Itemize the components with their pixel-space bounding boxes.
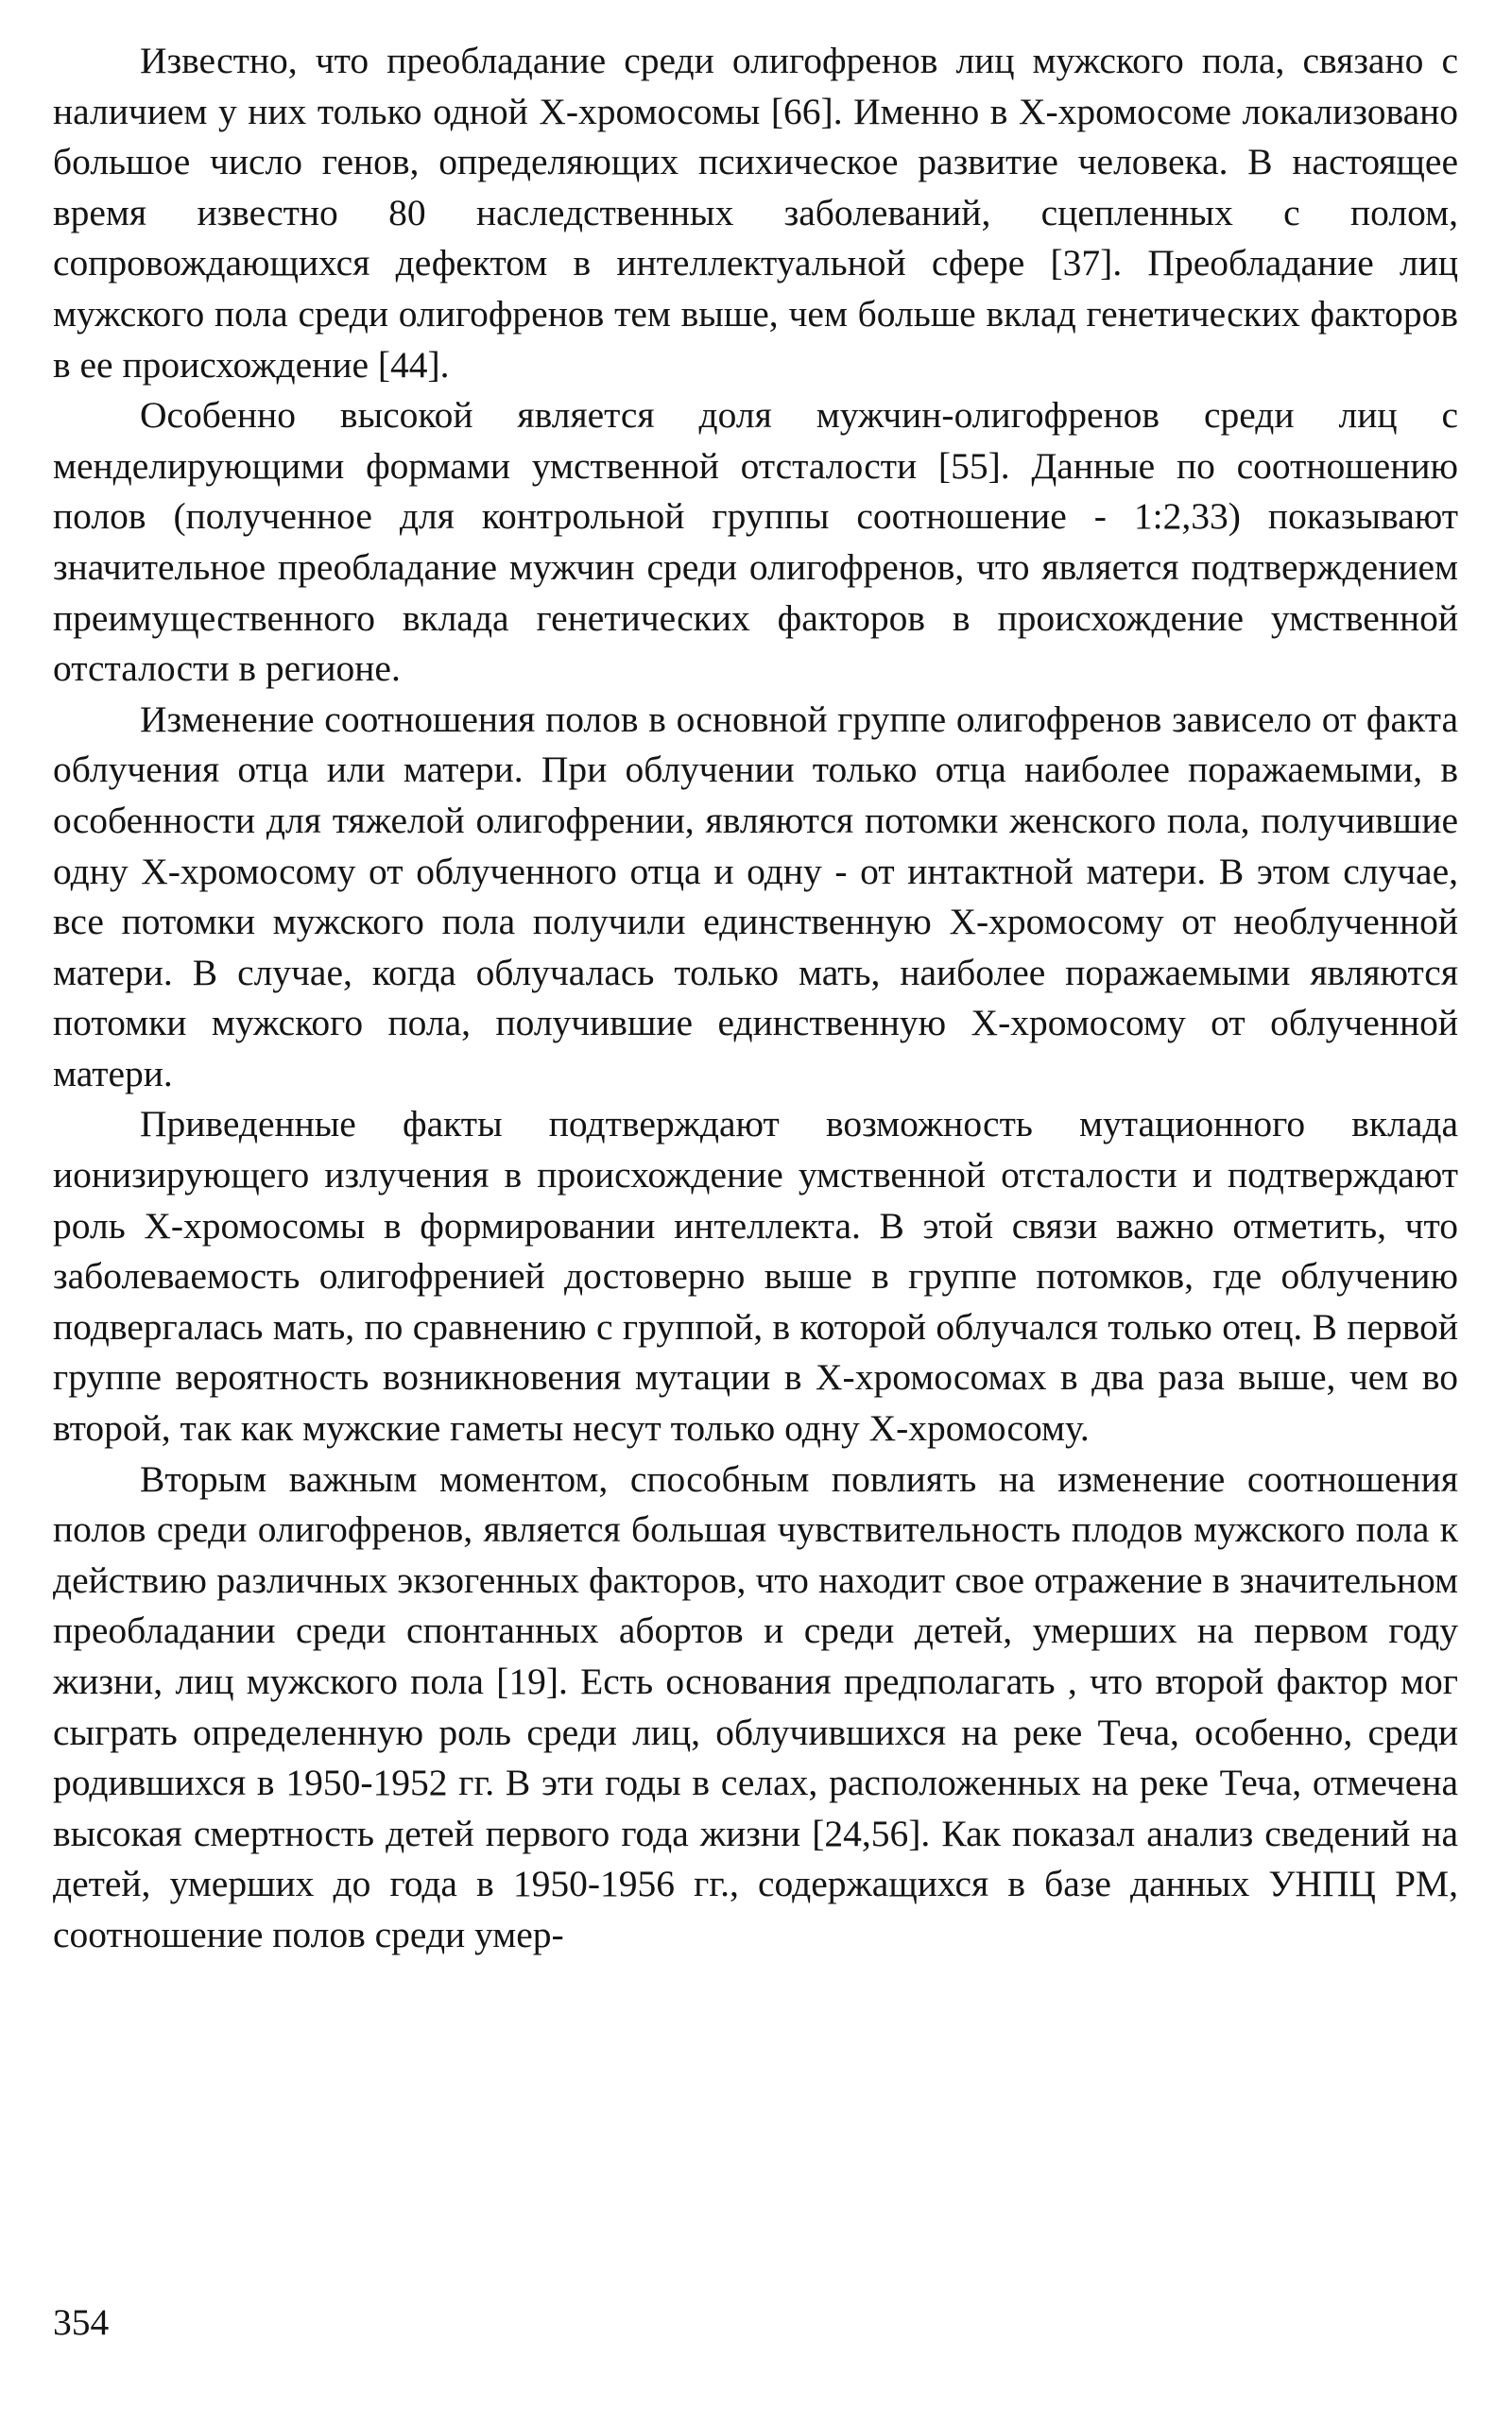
paragraph-4: Приведенные факты подтверждают возможность мутационного вклада ионизирующего излучения в происхождение умственной отсталости и подтверждают роль Х-хромосомы в формировании интеллекта. В этой связи важно отметить, что заболеваемость олигофренией достоверно выше в группе потомков, где облучению подвергалась мать, по сравнению с группой, в которой облучался только отец. В первой группе вероятность возникновения мутации в Х-хромосомах в два раза выше, чем во второй, так как мужские гаметы несут только одну Х-хромосому. (53, 1103, 1458, 1450)
page-number: 354 (53, 2301, 110, 2343)
paragraph-2: Особенно высокой является доля мужчин-олигофренов среди лиц с менделирующими формами умственной отсталости [55]. Данные по соотношению полов (полученное для контрольной группы соотношение - 1:2,33) показывают значительное преобладание мужчин среди олигофренов, что является подтверждением преимущественного вклада генетических факторов в происхождение умственной отсталости в регионе. (53, 394, 1458, 690)
paragraph-1: Известно, что преобладание среди олигофренов лиц мужского пола, связано с наличием у них только одной Х-хромосомы [66]. Именно в Х-хромосоме локализовано большое число генов, определяющих психическое развитие человека. В настоящее время известно 80 наследственных заболеваний, сцепленных с полом, сопровождающихся дефектом в интеллектуальной сфере [37]. Преобладание лиц мужского пола среди олигофренов тем выше, чем больше вклад генетических факторов в ее происхождение [44]. (53, 40, 1458, 386)
book-page (53, 36, 1458, 2361)
paragraph-5: Вторым важным моментом, способным повлиять на изменение соотношения полов среди олигофренов, является большая чувствительность плодов мужского пола к действию различных экзогенных факторов, что находит свое отражение в значительном преобладании среди спонтанных абортов и среди детей, умерших на первом году жизни, лиц мужского пола [19]. Есть основания предполагать , что второй фактор мог сыграть определенную роль среди лиц, облучившихся на реке Теча, особенно, среди родившихся в 1950-1952 гг. В эти годы в селах, расположенных на реке Теча, отмечена высокая смертность детей первого года жизни [24,56]. Как показал анализ сведений на детей, умерших до года в 1950-1956 гг., содержащихся в базе данных УНПЦ РМ, соотношение полов среди умер- (53, 1457, 1458, 1955)
paragraph-3: Изменение соотношения полов в основной группе олигофренов зависело от факта облучения отца или матери. При облучении только отца наиболее поражаемыми, в особенности для тяжелой олигофрении, являются потомки женского пола, получившие одну Х-хромосому от облученного отца и одну - от интактной матери. В этом случае, все потомки мужского пола получили единственную Х-хромосому от необлученной матери. В случае, когда облучалась только мать, наиболее поражаемыми являются потомки мужского пола, получившие единственную Х-хромосому от облученной матери. (53, 697, 1458, 1094)
